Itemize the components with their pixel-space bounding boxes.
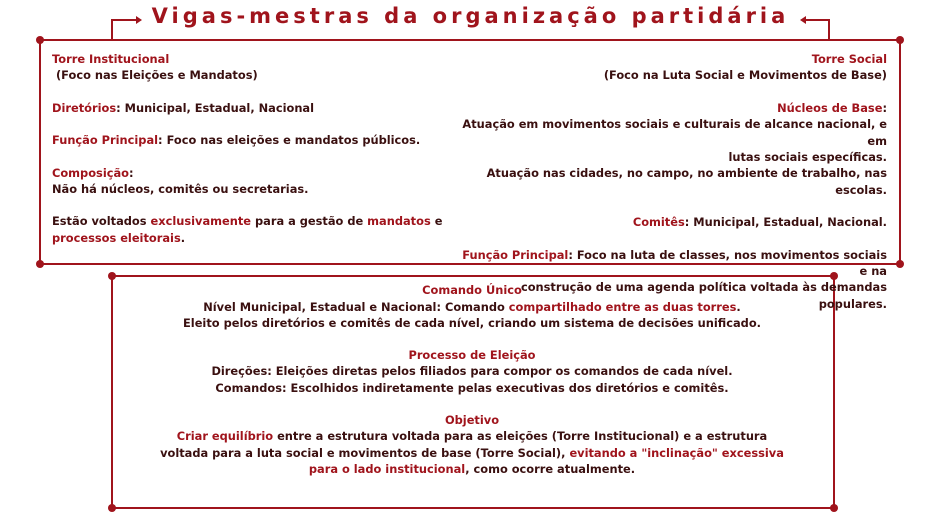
- corner-dot: [36, 36, 44, 44]
- comando-heading: Comando Único: [422, 283, 522, 297]
- funcao-social-line: [455, 247, 887, 280]
- nucleos-colon: :: [882, 100, 887, 115]
- composicao-line: [52, 165, 452, 181]
- torre-institucional-subheading: (Foco nas Eleições e Mandatos): [52, 68, 258, 83]
- diretorios-label: Diretórios: [52, 100, 117, 115]
- text-segment: para a gestão de: [251, 214, 368, 229]
- diretorios-line: [52, 100, 452, 116]
- processo-heading: Processo de Eleição: [408, 347, 536, 362]
- text-highlight: exclusivamente: [150, 214, 252, 229]
- funcao-value: : Foco nas eleições e mandatos públicos.: [158, 133, 421, 148]
- comites-label: Comitês: [632, 215, 685, 230]
- funcao-label: Função Principal: [52, 133, 159, 148]
- corner-dot: [896, 260, 904, 268]
- nucleos-line2: lutas sociais específicas.: [728, 150, 887, 165]
- composicao-value: Não há núcleos, comitês ou secretarias.: [52, 182, 309, 197]
- comando-line2: Eleito pelos diretórios e comitês de cada nível, criando um sistema de decisões unificado.: [183, 316, 761, 331]
- funcao-social-line2: construção de uma agenda política voltada às demandas populares.: [520, 280, 887, 311]
- objetivo-heading: Objetivo: [444, 412, 500, 427]
- torre-social-heading: Torre Social: [811, 52, 887, 66]
- text-highlight: compartilhado entre as duas torres: [508, 299, 737, 314]
- torre-social-subheading: (Foco na Luta Social e Movimentos de Base): [603, 68, 887, 83]
- processo-line1: Direções: Eleições diretas pelos filiados para compor os comandos de cada nível.: [211, 364, 733, 379]
- funcao-label: Função Principal: [462, 247, 569, 262]
- text-highlight: para o lado institucional: [308, 462, 466, 477]
- nucleos-line1: Atuação em movimentos sociais e culturais de alcance nacional, e em: [462, 117, 887, 148]
- nucleos-line3: Atuação nas cidades, no campo, no ambiente de trabalho, nas escolas.: [486, 166, 887, 197]
- text-segment: , como ocorre atualmente.: [465, 462, 636, 477]
- funcao-value: : Foco na luta de classes, nos movimentos sociais e na: [568, 247, 887, 279]
- objetivo-paragraph: [118, 428, 826, 478]
- comando-unico-panel: [118, 282, 826, 478]
- comites-line: [455, 214, 887, 230]
- comites-value: : Municipal, Estadual, Nacional.: [684, 215, 887, 230]
- processo-line2: Comandos: Escolhidos indiretamente pelas executivas dos diretórios e comitês.: [215, 380, 729, 395]
- comando-line1: [118, 299, 826, 316]
- text-segment: entre a estrutura voltada para as eleições (Torre Institucional) e a estrutura: [273, 429, 768, 444]
- text-highlight: Criar equilíbrio: [176, 429, 274, 444]
- composicao-label: Composição: [52, 165, 129, 180]
- text-segment: e: [430, 214, 443, 229]
- text-segment: .: [180, 230, 186, 245]
- corner-dot: [36, 260, 44, 268]
- text-segment: voltada para a luta social e movimentos de base (Torre Social),: [160, 445, 570, 460]
- diretorios-value: : Municipal, Estadual, Nacional: [116, 100, 315, 115]
- diagram-title: Vigas-mestras da organização partidária: [151, 4, 790, 28]
- text-segment: Nível Municipal, Estadual e Nacional: Comando: [203, 299, 509, 314]
- torre-institucional-panel: [52, 51, 452, 246]
- corner-dot: [108, 272, 116, 280]
- exclusivamente-paragraph: [52, 213, 452, 246]
- composicao-colon: :: [128, 165, 134, 180]
- text-segment: .: [736, 299, 741, 314]
- text-highlight: mandatos: [367, 214, 431, 229]
- corner-dot: [830, 504, 838, 512]
- corner-dot: [896, 36, 904, 44]
- text-highlight: evitando a "inclinação" excessiva: [569, 445, 784, 460]
- nucleos-label: Núcleos de Base: [777, 100, 883, 115]
- torre-social-panel: [455, 51, 887, 312]
- corner-dot: [108, 504, 116, 512]
- nucleos-line: [455, 100, 887, 116]
- text-segment: Estão voltados: [52, 214, 151, 229]
- text-highlight: processos eleitorais: [52, 230, 181, 245]
- funcao-institucional-line: [52, 132, 452, 148]
- torre-institucional-heading: Torre Institucional: [52, 52, 170, 66]
